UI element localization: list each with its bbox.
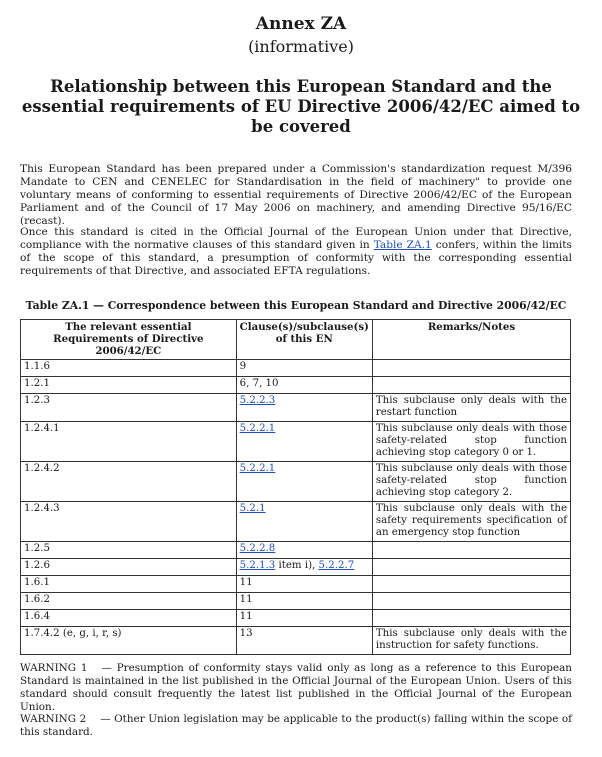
conformity-text-before: Once this standard is cited in the Official Journal of the European Union under that Directive, compliance with the normative clauses of this standard given in [20,226,572,251]
remarks-cell [372,576,570,593]
intro-paragraph: This European Standard has been prepared under a Commission's standardization request M/396 Mandate to CEN and CENELEC for Standardisation in the field of machinery" to provide one voluntary means of conforming to essential requirements of Directive 2006/42/EC of the European Parliament and of the Council of 17 May 2006 on machinery, and amending Directive 95/16/EC (recast). [20,163,572,227]
clause-cell: 11 [236,576,372,593]
table-row [21,422,571,462]
conformity-text-after: confers, within the limits of the scope of this standard, a presumption of conformity with the corresponding essential requirements of that Directive, and associated EFTA regulations. [20,239,572,277]
clause-cell [236,502,372,542]
clause-cell [236,542,372,559]
table-row [21,377,571,394]
table-row [21,360,571,377]
clause-cell: 11 [236,610,372,627]
remarks-cell [372,593,570,610]
table-caption: Table ZA.1 — Correspondence between this European Standard and Directive 2006/42/EC [25,299,567,312]
remarks-cell [372,377,570,394]
requirement-cell: 1.2.1 [21,377,237,394]
table-row [21,462,571,502]
warning-2 [20,713,572,739]
table-row [21,576,571,593]
requirement-cell: 1.2.4.3 [21,502,237,542]
requirement-cell: 1.6.2 [21,593,237,610]
clause-cell: 13 [236,627,372,655]
clause-cell [236,462,372,502]
requirement-cell: 1.7.4.2 (e, g, i, r, s) [21,627,237,655]
clause-cell [236,422,372,462]
clause-link[interactable]: 5.2.2.8 [239,543,276,554]
clause-text: item i), [275,560,319,571]
warning-label: WARNING 2 [20,713,87,725]
warning-text: — Other Union legislation may be applicable to the product(s) falling within the scope of this standard. [20,713,572,738]
remarks-cell [372,360,570,377]
annex-subtitle: (informative) [248,37,354,56]
annex-title: Annex ZA [255,14,347,34]
warning-label: WARNING 1 [20,662,88,674]
table-row [21,627,571,655]
requirement-cell: 1.2.5 [21,542,237,559]
clause-cell: 9 [236,360,372,377]
clause-link[interactable]: 5.2.2.3 [239,395,276,406]
clause-cell [236,394,372,422]
table-row [21,610,571,627]
table-za1-link[interactable]: Table ZA.1 [373,239,432,251]
requirement-cell: 1.2.6 [21,559,237,576]
remarks-cell [372,542,570,559]
header-clauses: Clause(s)/subclause(s) of this EN [236,320,372,360]
header-remarks: Remarks/Notes [372,320,570,360]
clause-link[interactable]: 5.2.2.1 [239,423,276,434]
remarks-cell: This subclause only deals with those safety-related stop function achieving stop category 2. [372,462,570,502]
remarks-cell [372,559,570,576]
table-header-row [21,320,571,360]
clause-cell: 11 [236,593,372,610]
clause-link[interactable]: 5.2.2.7 [318,560,355,571]
clause-cell [236,559,372,576]
requirement-cell: 1.6.1 [21,576,237,593]
remarks-cell [372,610,570,627]
section-heading: Relationship between this European Standard and the essential requirements of EU Directive 2006/42/EC aimed to be covered [21,77,581,136]
conformity-paragraph [20,226,572,278]
requirement-cell: 1.6.4 [21,610,237,627]
remarks-cell: This subclause only deals with the safety requirements specification of an emergency stop function [372,502,570,542]
clause-link[interactable]: 5.2.1.3 [239,560,276,571]
correspondence-table [20,319,571,655]
requirement-cell: 1.2.4.1 [21,422,237,462]
table-row [21,502,571,542]
remarks-cell: This subclause only deals with the restart function [372,394,570,422]
remarks-cell: This subclause only deals with the instruction for safety functions. [372,627,570,655]
requirement-cell: 1.2.3 [21,394,237,422]
remarks-cell: This subclause only deals with those safety-related stop function achieving stop category 0 or 1. [372,422,570,462]
table-row [21,559,571,576]
clause-link[interactable]: 5.2.1 [239,503,266,514]
warning-text: — Presumption of conformity stays valid only as long as a reference to this European Standard is maintained in the list published in the Official Journal of the European Union. Users of this standard should consult frequently the latest list published in the Official Journal of the European Union. [20,662,572,713]
header-requirements: The relevant essential Requirements of Directive 2006/42/EC [21,320,237,360]
table-row [21,542,571,559]
table-row [21,593,571,610]
table-row [21,394,571,422]
clause-cell: 6, 7, 10 [236,377,372,394]
requirement-cell: 1.1.6 [21,360,237,377]
clause-link[interactable]: 5.2.2.1 [239,463,276,474]
warning-1 [20,662,572,714]
requirement-cell: 1.2.4.2 [21,462,237,502]
